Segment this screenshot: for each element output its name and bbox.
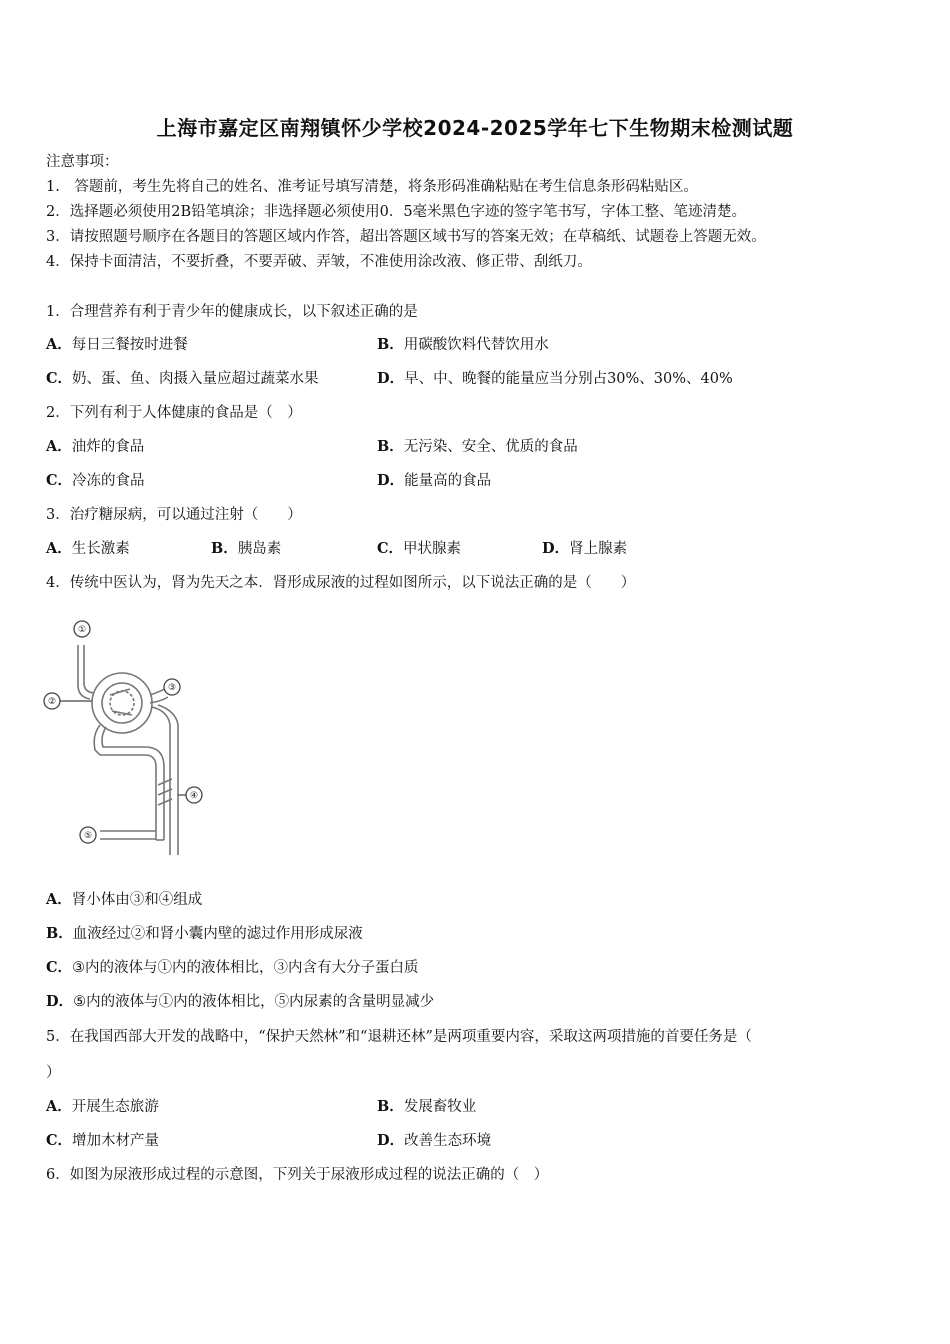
option-letter: B． [377,1098,404,1115]
q3-option-d [542,539,627,559]
q1-option-c [46,369,319,389]
q5-option-c [46,1131,159,1151]
q2-option-d [377,471,491,491]
nephron-diagram [40,615,215,865]
option-letter: C． [46,959,73,976]
option-letter: C． [46,1132,73,1149]
option-text: 每日三餐按时进餐 [71,337,188,353]
notice-heading: 注意事项： [46,154,119,170]
question-5-stem-cont: ） [46,1065,61,1081]
option-text: 胰岛素 [237,541,282,557]
option-letter: D． [46,993,74,1010]
notice-item-2: 2．选择题必须使用2B铅笔填涂；非选择题必须使用0．5毫米黑色字迹的签字笔书写，字体工整、笔迹清楚。 [46,204,747,220]
option-letter: D． [542,540,570,557]
option-text: ③内的液体与①内的液体相比，③内含有大分子蛋白质 [72,960,419,976]
option-letter: C． [377,540,404,557]
option-text: 肾小体由③和④组成 [71,892,203,908]
option-letter: C． [46,370,73,387]
notice-item-3: 3．请按照题号顺序在各题目的答题区域内作答，超出答题区域书写的答案无效；在草稿纸、试题卷上答题无效。 [46,229,766,245]
option-text: 改善生态环境 [404,1133,492,1149]
option-letter: B． [46,925,73,942]
option-text: 血液经过②和肾小囊内壁的滤过作用形成尿液 [72,926,363,942]
option-text: 生长激素 [71,541,130,557]
q4-option-c [46,958,419,978]
q3-option-b [211,539,281,559]
diagram-label-5: ⑤ [83,831,93,841]
question-1-stem: 1．合理营养有利于青少年的健康成长，以下叙述正确的是 [46,304,418,320]
option-letter: A． [46,438,72,455]
option-text: 无污染、安全、优质的食品 [403,439,578,455]
q1-option-a [46,335,188,355]
option-letter: B． [211,540,238,557]
option-text: 发展畜牧业 [403,1099,477,1115]
q3-option-c [377,539,461,559]
question-2-stem: 2．下列有利于人体健康的食品是（ ） [46,405,302,421]
option-letter: D． [377,1132,405,1149]
option-letter: A． [46,540,72,557]
option-text: 油炸的食品 [71,439,145,455]
option-text: 增加木材产量 [72,1133,160,1149]
option-text: 用碳酸饮料代替饮用水 [403,337,549,353]
q5-option-b [377,1097,476,1117]
diagram-label-1: ① [77,625,87,635]
q1-option-d [377,369,733,389]
notice-item-1: 1. 答题前，考生先将自己的姓名、准考证号填写清楚，将条形码准确粘贴在考生信息条形码粘贴区。 [46,179,698,195]
q4-option-b [46,924,363,944]
q2-option-a [46,437,144,457]
q4-option-a [46,890,202,910]
option-letter: B． [377,438,404,455]
q2-option-b [377,437,578,457]
page-title: 上海市嘉定区南翔镇怀少学校2024-2025学年七下生物期末检测试题 [156,116,794,140]
option-letter: D． [377,472,405,489]
question-3-stem: 3．治疗糖尿病，可以通过注射（ ） [46,507,302,523]
option-letter: D． [377,370,405,387]
notice-item-4: 4．保持卡面清洁，不要折叠，不要弄破、弄皱，不准使用涂改液、修正带、刮纸刀。 [46,254,592,270]
question-5-stem: 5．在我国西部大开发的战略中，“保护天然林”和“退耕还林”是两项重要内容，采取这两项措施的首要任务是（ [46,1029,752,1045]
option-text: 甲状腺素 [403,541,462,557]
q4-option-d [46,992,434,1012]
option-text: 冷冻的食品 [72,473,145,489]
q2-option-c [46,471,145,491]
option-text: 肾上腺素 [569,541,628,557]
diagram-label-2: ② [47,697,57,707]
q5-option-a [46,1097,159,1117]
option-letter: B． [377,336,404,353]
diagram-label-4: ④ [189,791,199,801]
option-text: 早、中、晚餐的能量应当分别占30%、30%、40% [404,371,733,387]
option-letter: A． [46,891,72,908]
option-text: 能量高的食品 [404,473,492,489]
option-text: 奶、蛋、鱼、肉摄入量应超过蔬菜水果 [72,371,319,387]
diagram-label-3: ③ [167,683,177,693]
question-4-stem: 4．传统中医认为，肾为先天之本．肾形成尿液的过程如图所示，以下说法正确的是（ ） [46,575,636,591]
option-text: 开展生态旅游 [71,1099,159,1115]
question-6-stem: 6．如图为尿液形成过程的示意图，下列关于尿液形成过程的说法正确的（ ） [46,1167,549,1183]
option-letter: A． [46,336,72,353]
q1-option-b [377,335,549,355]
option-letter: C． [46,472,73,489]
option-text: ⑤内的液体与①内的液体相比，⑤内尿素的含量明显减少 [73,994,435,1010]
q3-option-a [46,539,130,559]
q5-option-d [377,1131,491,1151]
option-letter: A． [46,1098,72,1115]
